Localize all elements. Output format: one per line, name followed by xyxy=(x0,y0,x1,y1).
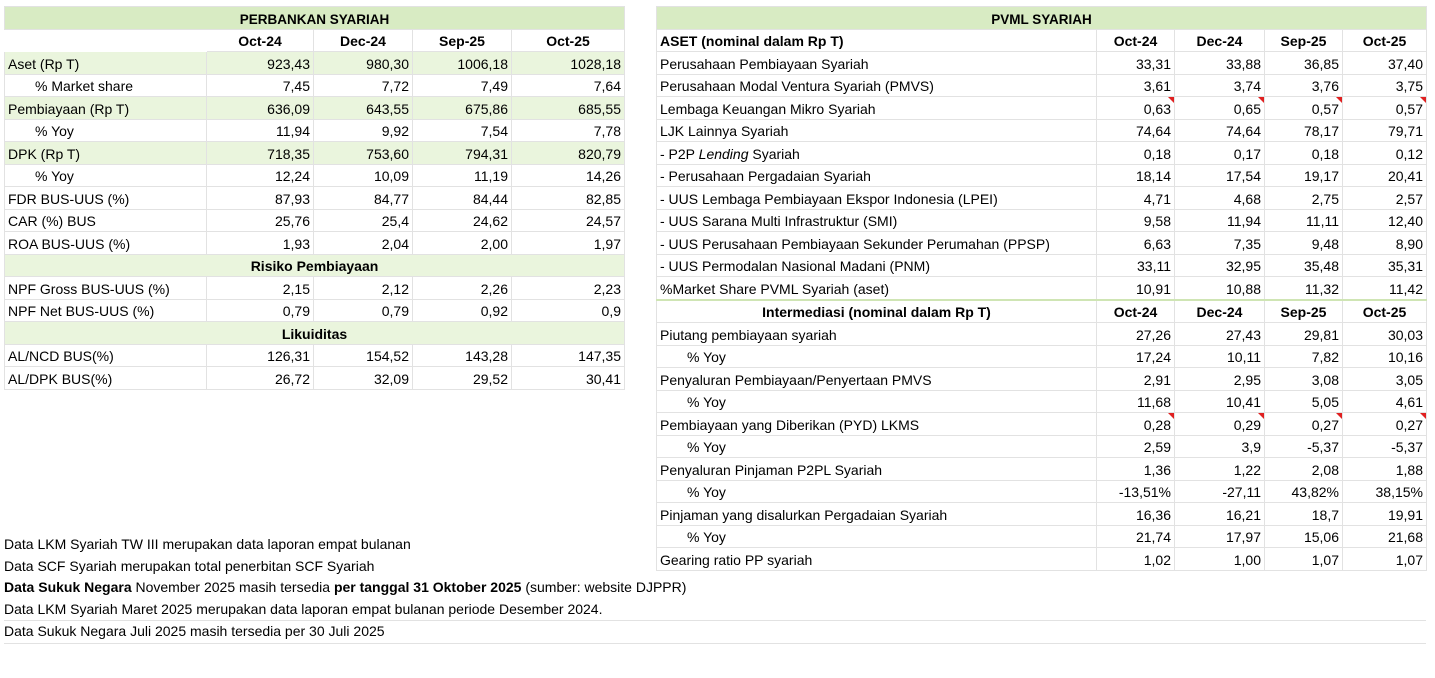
table-row xyxy=(5,97,625,120)
row-value: 10,16 xyxy=(1343,345,1427,368)
header-row xyxy=(657,29,1427,52)
table-row xyxy=(657,390,1427,413)
row-value: 12,24 xyxy=(207,164,314,187)
row-label: Perusahaan Modal Ventura Syariah (PMVS) xyxy=(657,74,1097,97)
row-value: 1,36 xyxy=(1097,458,1175,481)
note-sukuk-nov: Data Sukuk Negara November 2025 masih tersedia per tanggal 31 Oktober 2025 (sumber: website DJPPR) xyxy=(4,579,687,595)
row-value: 0,29 xyxy=(1175,413,1265,436)
row-value: 0,18 xyxy=(1265,142,1343,165)
row-value: 1,97 xyxy=(512,232,625,255)
row-value: 2,23 xyxy=(512,277,625,300)
lending-italic: Lending xyxy=(698,145,749,162)
table-row xyxy=(5,74,625,97)
table-row xyxy=(657,164,1427,187)
table-row xyxy=(657,503,1427,526)
row-value: 21,74 xyxy=(1097,525,1175,548)
row-value: 25,4 xyxy=(314,209,413,232)
row-label: ROA BUS-UUS (%) xyxy=(5,232,207,255)
footnotes xyxy=(4,534,1426,644)
row-value: 32,95 xyxy=(1175,254,1265,277)
pvml-syariah-table xyxy=(656,6,1427,571)
table-row xyxy=(5,232,625,255)
table-row xyxy=(657,458,1427,481)
row-value: 1,93 xyxy=(207,232,314,255)
row-value: 0,57 xyxy=(1265,97,1343,120)
column-header: Sep-25 xyxy=(1265,29,1343,52)
row-value: 7,45 xyxy=(207,74,314,97)
row-value: 7,72 xyxy=(314,74,413,97)
row-value: 2,12 xyxy=(314,277,413,300)
row-value: 38,15% xyxy=(1343,480,1427,503)
column-header: Oct-25 xyxy=(1343,29,1427,52)
table-row xyxy=(657,97,1427,120)
row-label: % Yoy xyxy=(657,345,1097,368)
row-value: 35,48 xyxy=(1265,254,1343,277)
row-value: 36,85 xyxy=(1265,52,1343,75)
note-scf: Data SCF Syariah merupakan total penerbitan SCF Syariah xyxy=(4,557,375,574)
pvml-title: PVML SYARIAH xyxy=(657,7,1427,30)
row-value: 2,75 xyxy=(1265,187,1343,210)
row-value: 718,35 xyxy=(207,142,314,165)
section-likuiditas-title: Likuiditas xyxy=(5,322,625,345)
row-label: Perusahaan Pembiayaan Syariah xyxy=(657,52,1097,75)
row-value: -13,51% xyxy=(1097,480,1175,503)
row-value: 143,28 xyxy=(413,344,512,367)
row-value: 10,09 xyxy=(314,164,413,187)
table-row xyxy=(657,142,1427,165)
row-label: - UUS Lembaga Pembiayaan Ekspor Indonesia (LPEI) xyxy=(657,187,1097,210)
row-label: Aset (Rp T) xyxy=(5,52,207,75)
row-value: 26,72 xyxy=(207,367,314,390)
row-value: 9,58 xyxy=(1097,209,1175,232)
row-value: 11,11 xyxy=(1265,209,1343,232)
row-value: 9,48 xyxy=(1265,232,1343,255)
row-value: 11,42 xyxy=(1343,277,1427,300)
row-value: 82,85 xyxy=(512,187,625,210)
table-row xyxy=(657,119,1427,142)
header-blank xyxy=(5,29,207,52)
table-row xyxy=(657,187,1427,210)
row-value: 84,44 xyxy=(413,187,512,210)
row-value: 154,52 xyxy=(314,344,413,367)
table-row xyxy=(657,74,1427,97)
column-header: Sep-25 xyxy=(1265,300,1343,323)
row-value: 30,41 xyxy=(512,367,625,390)
row-value: 21,68 xyxy=(1343,525,1427,548)
row-value: 11,94 xyxy=(1175,209,1265,232)
row-value: 1,88 xyxy=(1343,458,1427,481)
row-value: 1,07 xyxy=(1265,548,1343,571)
table-row xyxy=(657,435,1427,458)
row-value: 923,43 xyxy=(207,52,314,75)
row-value: 0,9 xyxy=(512,299,625,322)
row-value: 19,91 xyxy=(1343,503,1427,526)
row-value: 820,79 xyxy=(512,142,625,165)
row-label: % Yoy xyxy=(657,480,1097,503)
row-value: 25,76 xyxy=(207,209,314,232)
row-value: 7,64 xyxy=(512,74,625,97)
table-row xyxy=(657,277,1427,300)
row-value: 753,60 xyxy=(314,142,413,165)
row-value: 2,59 xyxy=(1097,435,1175,458)
row-label: %Market Share PVML Syariah (aset) xyxy=(657,277,1097,300)
column-header: Oct-25 xyxy=(512,29,625,52)
note-sukuk-juli: Data Sukuk Negara Juli 2025 masih tersedia per 30 Juli 2025 xyxy=(4,621,1426,644)
row-value: 30,03 xyxy=(1343,323,1427,346)
row-value: 0,18 xyxy=(1097,142,1175,165)
row-value: 29,52 xyxy=(413,367,512,390)
row-value: 1,02 xyxy=(1097,548,1175,571)
row-value: 0,63 xyxy=(1097,97,1175,120)
row-value: 84,77 xyxy=(314,187,413,210)
row-value: 636,09 xyxy=(207,97,314,120)
row-value: 10,88 xyxy=(1175,277,1265,300)
table-row xyxy=(657,323,1427,346)
column-header: Sep-25 xyxy=(413,29,512,52)
row-value: 19,17 xyxy=(1265,164,1343,187)
row-label: Piutang pembiayaan syariah xyxy=(657,323,1097,346)
row-value: 11,32 xyxy=(1265,277,1343,300)
row-value: 0,79 xyxy=(207,299,314,322)
row-value: 1,07 xyxy=(1343,548,1427,571)
row-label: % Yoy xyxy=(5,164,207,187)
row-value: 4,61 xyxy=(1343,390,1427,413)
row-label: - Perusahaan Pergadaian Syariah xyxy=(657,164,1097,187)
row-value: 2,15 xyxy=(207,277,314,300)
row-value: 5,05 xyxy=(1265,390,1343,413)
row-label: Penyaluran Pembiayaan/Penyertaan PMVS xyxy=(657,368,1097,391)
row-value: 12,40 xyxy=(1343,209,1427,232)
row-value: 126,31 xyxy=(207,344,314,367)
header-row xyxy=(657,300,1427,323)
row-value: 8,90 xyxy=(1343,232,1427,255)
row-value: 16,36 xyxy=(1097,503,1175,526)
title-row xyxy=(657,7,1427,30)
row-label: % Yoy xyxy=(657,390,1097,413)
column-header: Oct-25 xyxy=(1343,300,1427,323)
note-lkm-maret: Data LKM Syariah Maret 2025 merupakan data laporan empat bulanan periode Desember 2024. xyxy=(4,599,1426,622)
table-row xyxy=(5,367,625,390)
row-value: -5,37 xyxy=(1265,435,1343,458)
row-value: 0,27 xyxy=(1343,413,1427,436)
section-row xyxy=(5,254,625,277)
table-row xyxy=(5,52,625,75)
row-value: 0,12 xyxy=(1343,142,1427,165)
row-value: 33,88 xyxy=(1175,52,1265,75)
row-value: 33,11 xyxy=(1097,254,1175,277)
row-value: 4,71 xyxy=(1097,187,1175,210)
row-label: Pembiayaan yang Diberikan (PYD) LKMS xyxy=(657,413,1097,436)
table-row xyxy=(5,164,625,187)
row-label: Pinjaman yang disalurkan Pergadaian Syariah xyxy=(657,503,1097,526)
row-value: 3,05 xyxy=(1343,368,1427,391)
perbankan-syariah-table xyxy=(4,6,625,390)
row-value: 10,11 xyxy=(1175,345,1265,368)
row-value: 3,08 xyxy=(1265,368,1343,391)
row-value: 0,57 xyxy=(1343,97,1427,120)
row-label: NPF Gross BUS-UUS (%) xyxy=(5,277,207,300)
row-value: 0,27 xyxy=(1265,413,1343,436)
row-value: 2,00 xyxy=(413,232,512,255)
row-value: 29,81 xyxy=(1265,323,1343,346)
row-value: 11,94 xyxy=(207,119,314,142)
row-label: Penyaluran Pinjaman P2PL Syariah xyxy=(657,458,1097,481)
intermediasi-header: Intermediasi (nominal dalam Rp T) xyxy=(657,300,1097,323)
row-value: 7,54 xyxy=(413,119,512,142)
column-header: Dec-24 xyxy=(1175,300,1265,323)
row-label: CAR (%) BUS xyxy=(5,209,207,232)
row-value: 17,54 xyxy=(1175,164,1265,187)
table-row xyxy=(5,187,625,210)
row-value: 7,49 xyxy=(413,74,512,97)
row-value: 2,91 xyxy=(1097,368,1175,391)
row-value: 6,63 xyxy=(1097,232,1175,255)
row-value: -5,37 xyxy=(1343,435,1427,458)
table-row xyxy=(5,119,625,142)
row-value: 18,14 xyxy=(1097,164,1175,187)
row-label: - P2P Lending Syariah xyxy=(657,142,1097,165)
table-row xyxy=(5,344,625,367)
row-value: 2,08 xyxy=(1265,458,1343,481)
row-value: 0,28 xyxy=(1097,413,1175,436)
aset-header: ASET (nominal dalam Rp T) xyxy=(657,29,1097,52)
row-value: 685,55 xyxy=(512,97,625,120)
row-value: 7,78 xyxy=(512,119,625,142)
row-value: 11,68 xyxy=(1097,390,1175,413)
section-row xyxy=(5,322,625,345)
row-value: 1,22 xyxy=(1175,458,1265,481)
column-header: Dec-24 xyxy=(1175,29,1265,52)
column-header: Oct-24 xyxy=(1097,29,1175,52)
row-value: 2,26 xyxy=(413,277,512,300)
note-lkm-tw3: Data LKM Syariah TW III merupakan data laporan empat bulanan xyxy=(4,536,411,552)
row-value: 17,24 xyxy=(1097,345,1175,368)
row-value: 3,75 xyxy=(1343,74,1427,97)
perbankan-title: PERBANKAN SYARIAH xyxy=(5,7,625,30)
column-header: Oct-24 xyxy=(207,29,314,52)
row-value: 794,31 xyxy=(413,142,512,165)
row-value: 0,79 xyxy=(314,299,413,322)
row-value: 20,41 xyxy=(1343,164,1427,187)
row-value: 7,82 xyxy=(1265,345,1343,368)
row-value: 2,04 xyxy=(314,232,413,255)
header-row xyxy=(5,29,625,52)
table-row xyxy=(657,209,1427,232)
row-label: Pembiayaan (Rp T) xyxy=(5,97,207,120)
row-value: 3,76 xyxy=(1265,74,1343,97)
row-value: 24,57 xyxy=(512,209,625,232)
row-label: FDR BUS-UUS (%) xyxy=(5,187,207,210)
row-value: 74,64 xyxy=(1175,119,1265,142)
table-row xyxy=(657,52,1427,75)
row-value: 78,17 xyxy=(1265,119,1343,142)
row-label: LJK Lainnya Syariah xyxy=(657,119,1097,142)
table-row xyxy=(657,480,1427,503)
row-label: AL/NCD BUS(%) xyxy=(5,344,207,367)
table-row xyxy=(5,209,625,232)
row-value: 2,95 xyxy=(1175,368,1265,391)
table-row xyxy=(5,299,625,322)
title-row xyxy=(5,7,625,30)
section-risiko-title: Risiko Pembiayaan xyxy=(5,254,625,277)
row-label: - UUS Sarana Multi Infrastruktur (SMI) xyxy=(657,209,1097,232)
row-label: DPK (Rp T) xyxy=(5,142,207,165)
row-value: 2,57 xyxy=(1343,187,1427,210)
row-label: % Yoy xyxy=(657,435,1097,458)
row-value: 35,31 xyxy=(1343,254,1427,277)
row-label: - UUS Perusahaan Pembiayaan Sekunder Perumahan (PPSP) xyxy=(657,232,1097,255)
row-value: 4,68 xyxy=(1175,187,1265,210)
row-label: % Market share xyxy=(5,74,207,97)
row-value: 3,61 xyxy=(1097,74,1175,97)
table-row xyxy=(657,345,1427,368)
row-value: 27,43 xyxy=(1175,323,1265,346)
row-value: 1006,18 xyxy=(413,52,512,75)
row-label: - UUS Permodalan Nasional Madani (PNM) xyxy=(657,254,1097,277)
table-row xyxy=(5,277,625,300)
row-value: 24,62 xyxy=(413,209,512,232)
table-row xyxy=(5,142,625,165)
row-value: 15,06 xyxy=(1265,525,1343,548)
row-value: 3,74 xyxy=(1175,74,1265,97)
row-value: 79,71 xyxy=(1343,119,1427,142)
row-value: 10,41 xyxy=(1175,390,1265,413)
row-value: 17,97 xyxy=(1175,525,1265,548)
row-value: 3,9 xyxy=(1175,435,1265,458)
row-value: 27,26 xyxy=(1097,323,1175,346)
row-value: 43,82% xyxy=(1265,480,1343,503)
row-value: 643,55 xyxy=(314,97,413,120)
row-value: 33,31 xyxy=(1097,52,1175,75)
row-label: AL/DPK BUS(%) xyxy=(5,367,207,390)
row-value: 7,35 xyxy=(1175,232,1265,255)
row-value: 87,93 xyxy=(207,187,314,210)
row-value: 1028,18 xyxy=(512,52,625,75)
row-value: 1,00 xyxy=(1175,548,1265,571)
row-value: 0,17 xyxy=(1175,142,1265,165)
row-value: -27,11 xyxy=(1175,480,1265,503)
row-label: % Yoy xyxy=(5,119,207,142)
row-label: Gearing ratio PP syariah xyxy=(657,548,1097,571)
row-value: 37,40 xyxy=(1343,52,1427,75)
table-row xyxy=(657,413,1427,436)
row-value: 0,92 xyxy=(413,299,512,322)
row-value: 18,7 xyxy=(1265,503,1343,526)
row-value: 14,26 xyxy=(512,164,625,187)
column-header: Oct-24 xyxy=(1097,300,1175,323)
row-label: % Yoy xyxy=(657,525,1097,548)
row-label: Lembaga Keuangan Mikro Syariah xyxy=(657,97,1097,120)
row-value: 0,65 xyxy=(1175,97,1265,120)
row-value: 147,35 xyxy=(512,344,625,367)
table-row xyxy=(657,368,1427,391)
row-value: 16,21 xyxy=(1175,503,1265,526)
table-row xyxy=(657,232,1427,255)
row-value: 9,92 xyxy=(314,119,413,142)
column-header: Dec-24 xyxy=(314,29,413,52)
row-value: 980,30 xyxy=(314,52,413,75)
row-value: 74,64 xyxy=(1097,119,1175,142)
row-label: NPF Net BUS-UUS (%) xyxy=(5,299,207,322)
row-value: 11,19 xyxy=(413,164,512,187)
row-value: 675,86 xyxy=(413,97,512,120)
table-row xyxy=(657,254,1427,277)
row-value: 32,09 xyxy=(314,367,413,390)
row-value: 10,91 xyxy=(1097,277,1175,300)
